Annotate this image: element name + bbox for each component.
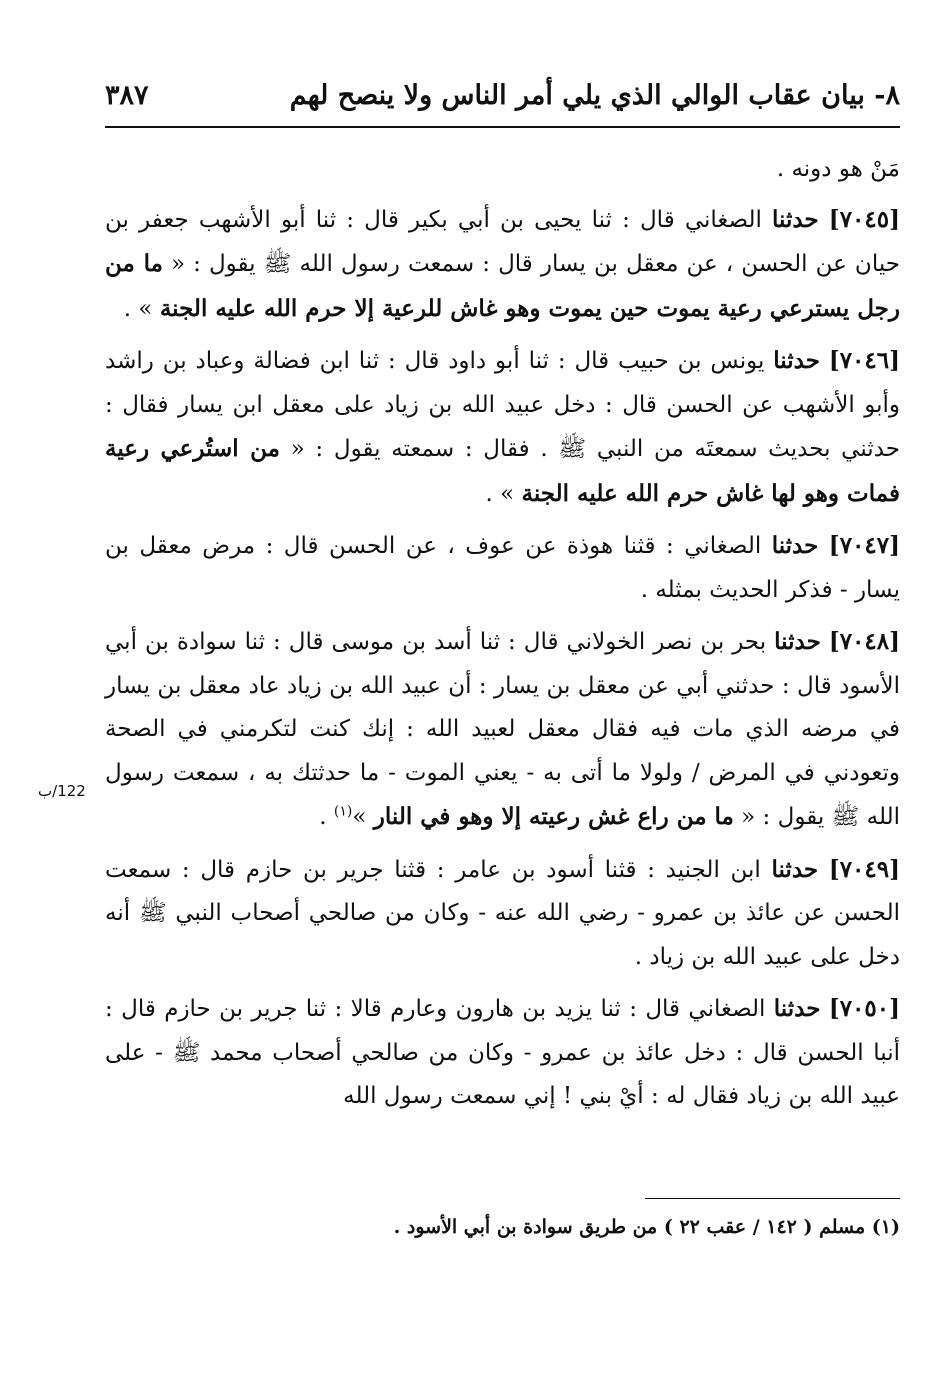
hadith-number: [٧٠٤٦] [828,347,901,374]
page-number: ٣٨٧ [105,79,149,111]
hadith-7048: [٧٠٤٨] حدثنا بحر بن نصر الخولاني قال : ثنا أسد بن موسى قال : ثنا سوادة بن أبي الأسود قال : حدثني أبي عن معقل بن يسار : أن عبيد الله بن زياد عاد معقل بن يسار في مرضه الذي مات فيه فقال معقل لعبيد الله : إنك كنت لتكرمني في الصحة وتعودني في المرض / ولولا ما أتى به - يعني الموت - ما حدثتك به ، سمعت رسول الله ﷺ يقول : « ما من راع غش رعيته إلا وهو في النار »$^{(١)}$ . [105,628,901,830]
hadith-number: [٧٠٥٠] [828,995,901,1022]
manuscript-folio-note: 122/ب [38,782,86,800]
main-text [105,148,900,1127]
footnote-divider [645,1198,900,1199]
hadith-text: يونس بن حبيب قال : ثنا أبو داود قال : ثنا ابن فضالة وعباد بن راشد وأبو الأشهب عن الحسن قال : دخل عبيد الله بن زياد على معقل ابن يسار فقال : حدثني بحديث سمعتَه من النبي ﷺ . فقال : سمعته يقول : « [105,348,900,462]
header-divider [105,126,900,128]
hadith-lead: حدثنا [773,347,820,374]
hadith-7046: [٧٠٤٦] حدثنا يونس بن حبيب قال : ثنا أبو داود قال : ثنا ابن فضالة وعباد بن راشد وأبو الأشهب عن الحسن قال : دخل عبيد الله بن زياد على معقل ابن يسار فقال : حدثني بحديث سمعتَه من النبي ﷺ . فقال : سمعته يقول : « من استُرعي رعية فمات وهو لها غاش حرم الله عليه الجنة » . [105,347,901,507]
hadith-text: الصغاني : قثنا هوذة عن عوف ، عن الحسن قال : مرض معقل بن يسار - فذكر الحديث بمثله . [105,533,900,603]
continuation-paragraph: مَنْ هو دونه . [776,156,900,182]
hadith-text: الصغاني قال : ثنا يزيد بن هارون وعارم قالا : ثنا جرير بن حازم قال : أنبا الحسن قال : دخل عائذ بن عمرو - وكان من صالحي أصحاب محمد ﷺ - على عبيد الله بن زياد فقال له : أيْ بني ! إني سمعت رسول الله [105,996,900,1109]
hadith-number: [٧٠٤٨] [828,628,901,655]
hadith-number: [٧٠٤٩] [828,855,901,883]
chapter-title: ٨- بيان عقاب الوالي الذي يلي أمر الناس ولا ينصح لهم [289,79,900,111]
hadith-lead: حدثنا [771,855,819,883]
hadith-matn: من استُرعي رعية فمات وهو لها غاش حرم الله عليه الجنة [105,435,900,507]
hadith-text: الصغاني قال : ثنا يحيى بن أبي بكير قال : ثنا أبو الأشهب جعفر بن حيان عن الحسن ، عن معقل بن يسار قال : سمعت رسول الله ﷺ يقول : « [105,206,900,277]
hadith-matn: ما من راع غش رعيته إلا وهو في النار [373,803,734,830]
page-header [105,68,900,122]
hadith-7049 [105,848,900,980]
hadith-number: [٧٠٤٧] [828,532,900,559]
hadith-7050 [105,987,900,1119]
hadith-matn: ما من رجل يسترعي رعية يموت حين يموت وهو غاش للرعية إلا حرم الله عليه الجنة [105,250,900,322]
hadith-number: [٧٠٤٥] [828,205,900,233]
hadith-lead: حدثنا [773,995,821,1022]
hadith-lead: حدثنا [771,532,819,559]
hadith-text: بحر بن نصر الخولاني قال : ثنا أسد بن موسى قال : ثنا سوادة بن أبي الأسود قال : حدثني أبي عن معقل بن يسار : أن عبيد الله بن زياد عاد معقل بن يسار في مرضه الذي مات فيه فقال معقل لعبيد الله : إنك كنت لتكرمني في الصحة وتعودني في المرض / ولولا ما أتى به - يعني الموت - ما حدثتك به ، سمعت رسول الله ﷺ يقول : « [105,629,900,830]
hadith-text: ابن الجنيد : قثنا أسود بن عامر : قثنا جرير بن حازم قال : سمعت الحسن عن عائذ بن عمرو - رضي الله عنه - وكان من صالحي أصحاب النبي ﷺ أنه دخل على عبيد الله بن زياد . [105,856,900,970]
hadith-lead: حدثنا [772,205,819,233]
hadith-lead: حدثنا [774,628,821,655]
hadith-7047 [105,524,900,612]
footnote: (١) مسلم ( ١٤٢ / عقب ٢٢ ) من طريق سوادة بن أبي الأسود . [393,1216,900,1238]
footnote-ref[interactable]: (١) [333,803,353,820]
hadith-7045: [٧٠٤٥] حدثنا الصغاني قال : ثنا يحيى بن أبي بكير قال : ثنا أبو الأشهب جعفر بن حيان عن الحسن ، عن معقل بن يسار قال : سمعت رسول الله ﷺ يقول : « ما من رجل يسترعي رعية يموت حين يموت وهو غاش للرعية إلا حرم الله عليه الجنة » . [105,205,900,322]
